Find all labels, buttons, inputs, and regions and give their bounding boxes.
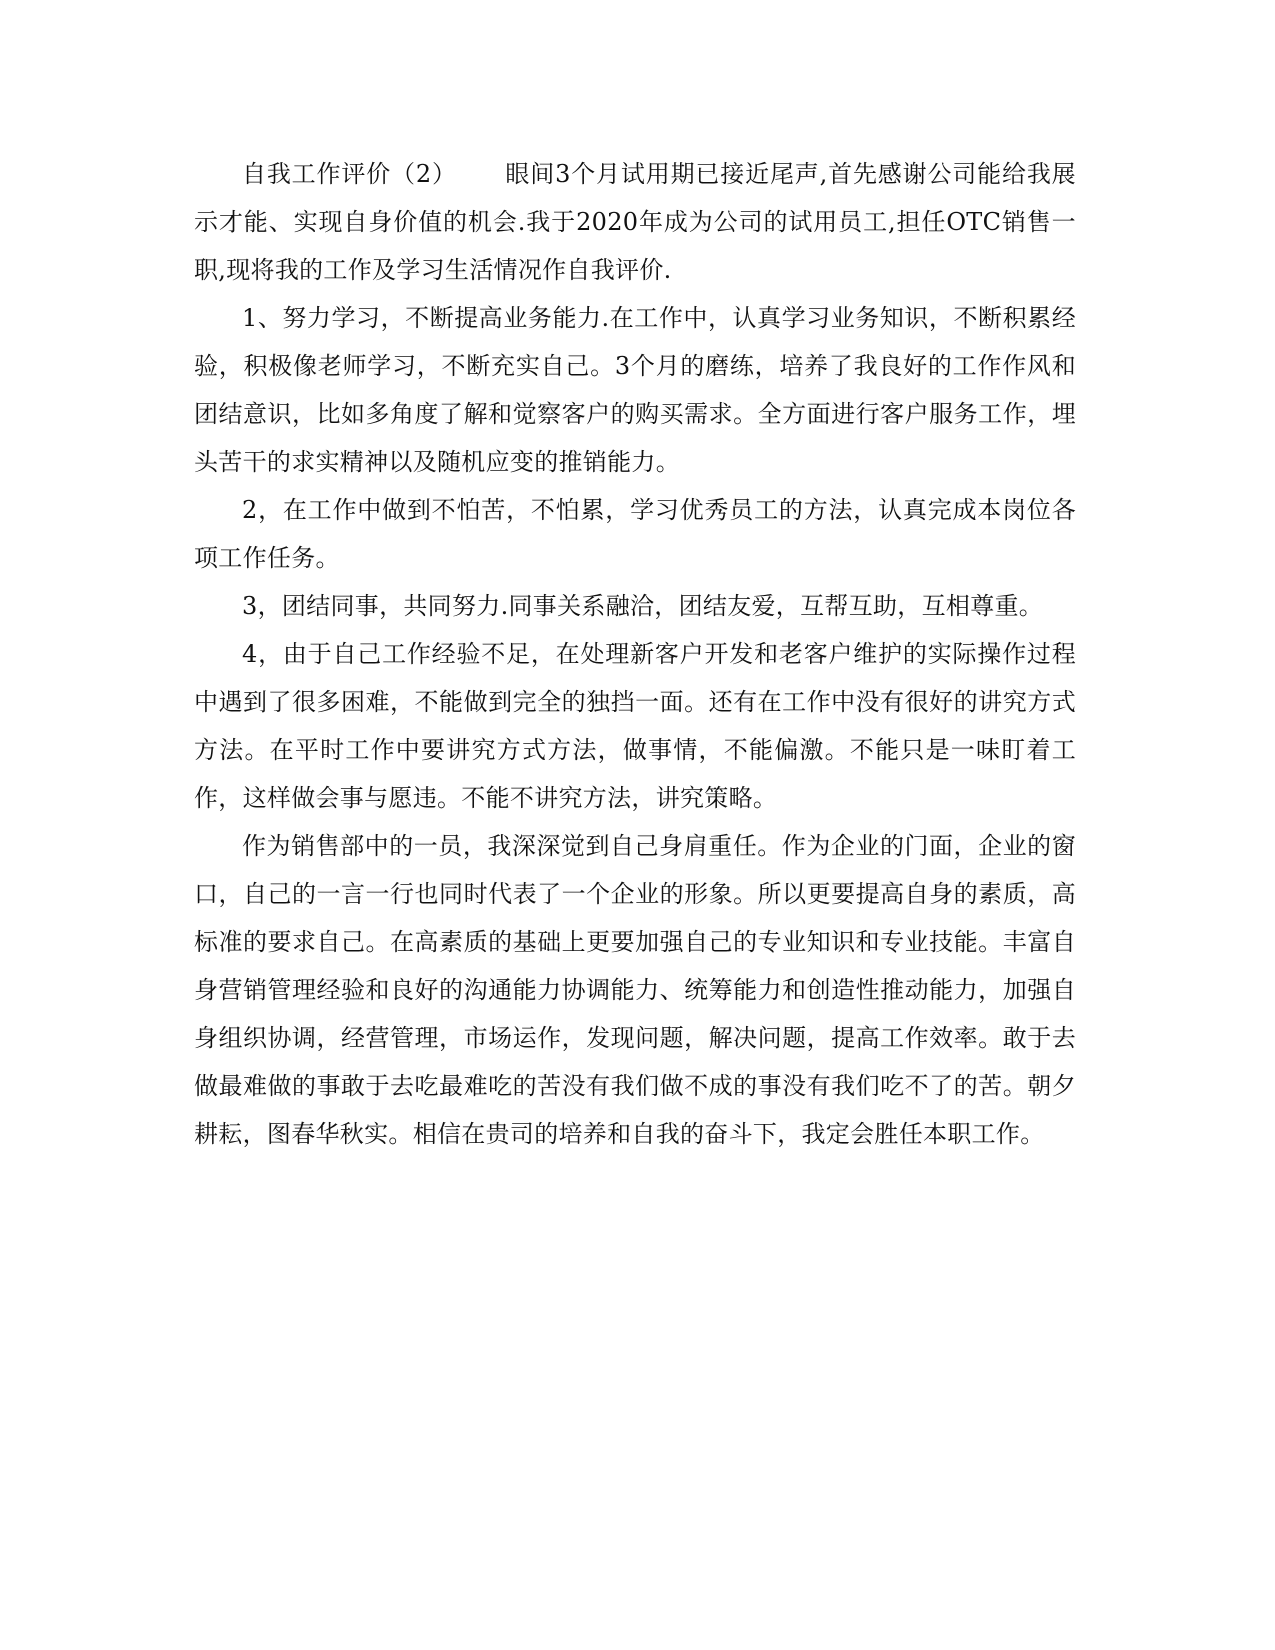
intro-paragraph <box>194 150 1076 294</box>
document-title: 自我工作评价（2） <box>242 160 457 188</box>
paragraph-3: 3，团结同事，共同努力.同事关系融洽，团结友爱，互帮互助，互相尊重。 <box>242 592 1044 620</box>
paragraph-4: 4，由于自己工作经验不足，在处理新客户开发和老客户维护的实际操作过程中遇到了很多困难，不能做到完全的独挡一面。还有在工作中没有很好的讲究方式方法。在平时工作中要讲究方式方法，做事情，不能偏激。不能只是一味盯着工作，这样做会事与愿违。不能不讲究方法，讲究策略。 <box>194 640 1076 812</box>
intro-text: 眼间3个月试用期已接近尾声,首先感谢公司能给我展示才能、实现自身价值的机会.我于2020年成为公司的试用员工,担任OTC销售一职,现将我的工作及学习生活情况作自我评价. <box>194 160 1076 284</box>
document-body <box>194 150 1076 1158</box>
paragraph-2: 2，在工作中做到不怕苦，不怕累，学习优秀员工的方法，认真完成本岗位各项工作任务。 <box>194 496 1076 572</box>
paragraph-1: 1、努力学习，不断提高业务能力.在工作中，认真学习业务知识，不断积累经验，积极像老师学习，不断充实自己。3个月的磨练，培养了我良好的工作作风和团结意识，比如多角度了解和觉察客户的购买需求。全方面进行客户服务工作，埋头苦干的求实精神以及随机应变的推销能力。 <box>194 304 1076 476</box>
paragraph-5: 作为销售部中的一员，我深深觉到自己身肩重任。作为企业的门面，企业的窗口，自己的一言一行也同时代表了一个企业的形象。所以更要提高自身的素质，高标准的要求自己。在高素质的基础上更要加强自己的专业知识和专业技能。丰富自身营销管理经验和良好的沟通能力协调能力、统筹能力和创造性推动能力，加强自身组织协调，经营管理，市场运作，发现问题，解决问题，提高工作效率。敢于去做最难做的事敢于去吃最难吃的苦没有我们做不成的事没有我们吃不了的苦。朝夕耕耘，图春华秋实。相信在贵司的培养和自我的奋斗下，我定会胜任本职工作。 <box>194 832 1076 1148</box>
